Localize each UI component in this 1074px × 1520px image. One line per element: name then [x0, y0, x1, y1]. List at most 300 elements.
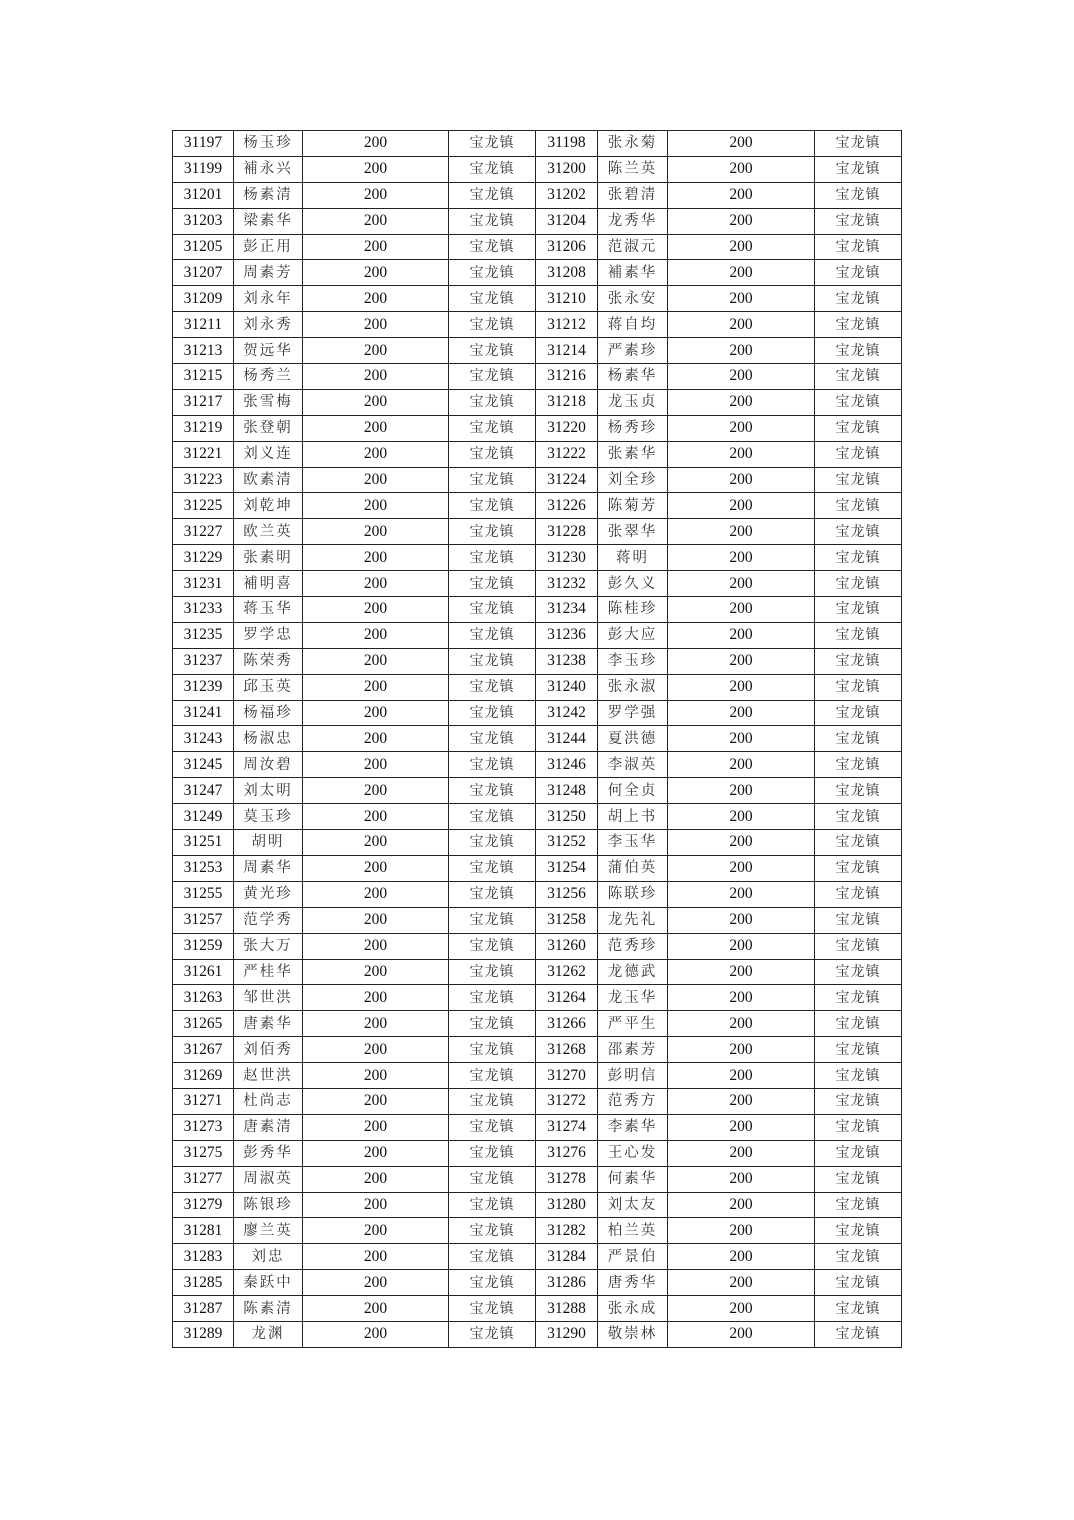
entry-town: 宝龙镇 [449, 415, 536, 441]
entry-name: 龙秀华 [598, 208, 668, 234]
entry-name: 刘义连 [234, 441, 303, 467]
entry-amount: 200 [303, 881, 449, 907]
entry-town: 宝龙镇 [815, 364, 902, 390]
entry-town: 宝龙镇 [815, 312, 902, 338]
entry-id: 31253 [173, 855, 234, 881]
entry-id: 31216 [536, 364, 598, 390]
entry-name: 张永安 [598, 286, 668, 312]
entry-name: 彭大应 [598, 622, 668, 648]
entry-amount: 200 [668, 312, 815, 338]
entry-amount: 200 [668, 364, 815, 390]
entry-amount: 200 [303, 1114, 449, 1140]
entry-amount: 200 [303, 830, 449, 856]
entry-name: 严素珍 [598, 338, 668, 364]
entry-name: 梁素华 [234, 208, 303, 234]
entry-name: 彭明信 [598, 1063, 668, 1089]
table-row [173, 933, 902, 959]
entry-amount: 200 [303, 752, 449, 778]
entry-id: 31276 [536, 1140, 598, 1166]
entry-name: 龙渊 [234, 1321, 303, 1347]
entry-name: 杨素清 [234, 182, 303, 208]
entry-id: 31275 [173, 1140, 234, 1166]
table-row [173, 1296, 902, 1322]
entry-amount: 200 [303, 389, 449, 415]
table-row [173, 389, 902, 415]
entry-id: 31266 [536, 1011, 598, 1037]
subsidy-list-table [172, 130, 902, 1348]
entry-town: 宝龙镇 [449, 131, 536, 157]
entry-town: 宝龙镇 [815, 804, 902, 830]
entry-amount: 200 [303, 700, 449, 726]
entry-id: 31200 [536, 156, 598, 182]
entry-amount: 200 [668, 855, 815, 881]
entry-town: 宝龙镇 [815, 441, 902, 467]
entry-name: 张永成 [598, 1296, 668, 1322]
entry-name: 柏兰英 [598, 1218, 668, 1244]
entry-id: 31217 [173, 389, 234, 415]
entry-name: 胡明 [234, 830, 303, 856]
entry-name: 何全贞 [598, 778, 668, 804]
entry-town: 宝龙镇 [449, 1244, 536, 1270]
entry-id: 31236 [536, 622, 598, 648]
entry-town: 宝龙镇 [815, 571, 902, 597]
table-row [173, 1270, 902, 1296]
entry-town: 宝龙镇 [449, 855, 536, 881]
entry-town: 宝龙镇 [815, 1244, 902, 1270]
entry-town: 宝龙镇 [449, 907, 536, 933]
entry-amount: 200 [668, 1218, 815, 1244]
table-row [173, 131, 902, 157]
entry-name: 刘太友 [598, 1192, 668, 1218]
entry-town: 宝龙镇 [449, 312, 536, 338]
entry-town: 宝龙镇 [815, 131, 902, 157]
entry-town: 宝龙镇 [449, 1011, 536, 1037]
entry-amount: 200 [668, 700, 815, 726]
entry-id: 31224 [536, 467, 598, 493]
entry-name: 欧兰英 [234, 519, 303, 545]
entry-town: 宝龙镇 [449, 804, 536, 830]
entry-amount: 200 [668, 726, 815, 752]
entry-id: 31241 [173, 700, 234, 726]
table-row [173, 493, 902, 519]
entry-id: 31254 [536, 855, 598, 881]
entry-amount: 200 [668, 881, 815, 907]
entry-name: 严桂华 [234, 959, 303, 985]
entry-name: 蒋自均 [598, 312, 668, 338]
entry-id: 31229 [173, 545, 234, 571]
entry-amount: 200 [668, 493, 815, 519]
entry-id: 31243 [173, 726, 234, 752]
entry-town: 宝龙镇 [815, 1296, 902, 1322]
entry-name: 陈银珍 [234, 1192, 303, 1218]
entry-amount: 200 [668, 778, 815, 804]
entry-name: 彭久义 [598, 571, 668, 597]
entry-town: 宝龙镇 [815, 752, 902, 778]
entry-id: 31259 [173, 933, 234, 959]
entry-town: 宝龙镇 [449, 700, 536, 726]
entry-name: 夏洪德 [598, 726, 668, 752]
entry-name: 张素华 [598, 441, 668, 467]
entry-town: 宝龙镇 [815, 985, 902, 1011]
entry-town: 宝龙镇 [815, 648, 902, 674]
entry-name: 邱玉英 [234, 674, 303, 700]
entry-id: 31290 [536, 1321, 598, 1347]
entry-id: 31202 [536, 182, 598, 208]
entry-town: 宝龙镇 [449, 234, 536, 260]
entry-amount: 200 [303, 648, 449, 674]
entry-amount: 200 [303, 1037, 449, 1063]
entry-name: 张雪梅 [234, 389, 303, 415]
entry-id: 31288 [536, 1296, 598, 1322]
entry-amount: 200 [668, 1296, 815, 1322]
entry-id: 31242 [536, 700, 598, 726]
entry-town: 宝龙镇 [815, 881, 902, 907]
entry-id: 31199 [173, 156, 234, 182]
entry-name: 龙先礼 [598, 907, 668, 933]
entry-id: 31198 [536, 131, 598, 157]
entry-amount: 200 [668, 571, 815, 597]
entry-town: 宝龙镇 [449, 467, 536, 493]
entry-name: 张翠华 [598, 519, 668, 545]
entry-id: 31208 [536, 260, 598, 286]
entry-id: 31211 [173, 312, 234, 338]
entry-id: 31213 [173, 338, 234, 364]
table-row [173, 1192, 902, 1218]
table-row [173, 674, 902, 700]
entry-town: 宝龙镇 [449, 571, 536, 597]
entry-name: 李素华 [598, 1114, 668, 1140]
entry-amount: 200 [668, 959, 815, 985]
entry-id: 31232 [536, 571, 598, 597]
entry-town: 宝龙镇 [449, 364, 536, 390]
entry-amount: 200 [303, 1244, 449, 1270]
entry-amount: 200 [303, 415, 449, 441]
entry-id: 31278 [536, 1166, 598, 1192]
entry-name: 補永兴 [234, 156, 303, 182]
entry-town: 宝龙镇 [815, 182, 902, 208]
entry-name: 蒋明 [598, 545, 668, 571]
entry-name: 范学秀 [234, 907, 303, 933]
entry-town: 宝龙镇 [815, 467, 902, 493]
table-row [173, 1088, 902, 1114]
entry-town: 宝龙镇 [449, 389, 536, 415]
entry-amount: 200 [303, 156, 449, 182]
entry-town: 宝龙镇 [815, 959, 902, 985]
entry-id: 31205 [173, 234, 234, 260]
table-row [173, 1011, 902, 1037]
entry-id: 31240 [536, 674, 598, 700]
entry-town: 宝龙镇 [815, 208, 902, 234]
table-row [173, 312, 902, 338]
table-row [173, 156, 902, 182]
table-row [173, 881, 902, 907]
entry-id: 31285 [173, 1270, 234, 1296]
entry-town: 宝龙镇 [815, 1192, 902, 1218]
entry-name: 龙玉华 [598, 985, 668, 1011]
entry-id: 31245 [173, 752, 234, 778]
entry-town: 宝龙镇 [815, 1011, 902, 1037]
table-row [173, 364, 902, 390]
entry-id: 31262 [536, 959, 598, 985]
table-row [173, 648, 902, 674]
entry-id: 31260 [536, 933, 598, 959]
entry-name: 杨素华 [598, 364, 668, 390]
entry-name: 周素华 [234, 855, 303, 881]
entry-name: 杨玉珍 [234, 131, 303, 157]
entry-town: 宝龙镇 [815, 1321, 902, 1347]
table-row [173, 804, 902, 830]
entry-name: 龙玉贞 [598, 389, 668, 415]
entry-amount: 200 [668, 1063, 815, 1089]
entry-amount: 200 [668, 1321, 815, 1347]
entry-amount: 200 [303, 208, 449, 234]
entry-name: 莫玉珍 [234, 804, 303, 830]
entry-town: 宝龙镇 [449, 260, 536, 286]
entry-id: 31269 [173, 1063, 234, 1089]
entry-id: 31210 [536, 286, 598, 312]
entry-amount: 200 [668, 804, 815, 830]
entry-id: 31261 [173, 959, 234, 985]
entry-name: 陈荣秀 [234, 648, 303, 674]
entry-amount: 200 [668, 260, 815, 286]
entry-name: 李玉华 [598, 830, 668, 856]
entry-town: 宝龙镇 [449, 674, 536, 700]
entry-name: 杨福珍 [234, 700, 303, 726]
table-row [173, 830, 902, 856]
entry-name: 范秀方 [598, 1088, 668, 1114]
entry-name: 张素明 [234, 545, 303, 571]
entry-town: 宝龙镇 [449, 1192, 536, 1218]
entry-name: 唐素清 [234, 1114, 303, 1140]
table-row [173, 519, 902, 545]
entry-town: 宝龙镇 [815, 545, 902, 571]
entry-town: 宝龙镇 [815, 1114, 902, 1140]
entry-id: 31284 [536, 1244, 598, 1270]
entry-id: 31221 [173, 441, 234, 467]
entry-amount: 200 [303, 1321, 449, 1347]
entry-town: 宝龙镇 [815, 415, 902, 441]
entry-amount: 200 [668, 674, 815, 700]
entry-amount: 200 [668, 338, 815, 364]
table-row [173, 441, 902, 467]
entry-name: 彭正用 [234, 234, 303, 260]
entry-town: 宝龙镇 [815, 855, 902, 881]
table-row [173, 752, 902, 778]
entry-id: 31201 [173, 182, 234, 208]
entry-amount: 200 [303, 674, 449, 700]
entry-name: 黄光珍 [234, 881, 303, 907]
entry-name: 陈联珍 [598, 881, 668, 907]
entry-name: 補明喜 [234, 571, 303, 597]
entry-id: 31225 [173, 493, 234, 519]
table-row [173, 260, 902, 286]
entry-name: 张永淑 [598, 674, 668, 700]
entry-amount: 200 [303, 312, 449, 338]
entry-id: 31209 [173, 286, 234, 312]
entry-town: 宝龙镇 [815, 597, 902, 623]
entry-town: 宝龙镇 [449, 1270, 536, 1296]
entry-name: 欧素清 [234, 467, 303, 493]
entry-name: 严景伯 [598, 1244, 668, 1270]
table-row [173, 597, 902, 623]
entry-amount: 200 [668, 1011, 815, 1037]
entry-id: 31244 [536, 726, 598, 752]
entry-town: 宝龙镇 [449, 726, 536, 752]
entry-amount: 200 [303, 1296, 449, 1322]
entry-id: 31239 [173, 674, 234, 700]
entry-id: 31214 [536, 338, 598, 364]
table-row [173, 622, 902, 648]
entry-id: 31256 [536, 881, 598, 907]
entry-amount: 200 [303, 286, 449, 312]
entry-amount: 200 [303, 1063, 449, 1089]
entry-id: 31268 [536, 1037, 598, 1063]
entry-amount: 200 [303, 597, 449, 623]
entry-amount: 200 [303, 778, 449, 804]
entry-amount: 200 [668, 415, 815, 441]
entry-name: 唐素华 [234, 1011, 303, 1037]
entry-name: 陈素清 [234, 1296, 303, 1322]
entry-town: 宝龙镇 [815, 286, 902, 312]
entry-id: 31286 [536, 1270, 598, 1296]
entry-amount: 200 [668, 286, 815, 312]
entry-id: 31289 [173, 1321, 234, 1347]
entry-name: 刘佰秀 [234, 1037, 303, 1063]
entry-amount: 200 [668, 1114, 815, 1140]
entry-amount: 200 [668, 389, 815, 415]
entry-amount: 200 [303, 959, 449, 985]
entry-town: 宝龙镇 [815, 1140, 902, 1166]
entry-town: 宝龙镇 [449, 519, 536, 545]
entry-amount: 200 [303, 804, 449, 830]
table-row [173, 855, 902, 881]
entry-town: 宝龙镇 [449, 493, 536, 519]
entry-amount: 200 [668, 131, 815, 157]
entry-town: 宝龙镇 [449, 1140, 536, 1166]
entry-town: 宝龙镇 [815, 1270, 902, 1296]
entry-amount: 200 [303, 726, 449, 752]
entry-id: 31251 [173, 830, 234, 856]
entry-amount: 200 [303, 131, 449, 157]
entry-amount: 200 [303, 1011, 449, 1037]
entry-amount: 200 [303, 1218, 449, 1244]
entry-town: 宝龙镇 [449, 881, 536, 907]
entry-town: 宝龙镇 [449, 597, 536, 623]
entry-town: 宝龙镇 [449, 182, 536, 208]
entry-amount: 200 [303, 338, 449, 364]
entry-name: 杨秀珍 [598, 415, 668, 441]
entry-name: 范淑元 [598, 234, 668, 260]
entry-town: 宝龙镇 [449, 1088, 536, 1114]
entry-id: 31270 [536, 1063, 598, 1089]
entry-amount: 200 [668, 156, 815, 182]
entry-name: 補素华 [598, 260, 668, 286]
entry-name: 贺远华 [234, 338, 303, 364]
entry-amount: 200 [668, 830, 815, 856]
entry-id: 31250 [536, 804, 598, 830]
entry-name: 王心发 [598, 1140, 668, 1166]
table-row [173, 545, 902, 571]
entry-id: 31226 [536, 493, 598, 519]
table-row [173, 726, 902, 752]
entry-id: 31230 [536, 545, 598, 571]
entry-town: 宝龙镇 [815, 700, 902, 726]
entry-name: 周素芳 [234, 260, 303, 286]
entry-amount: 200 [303, 545, 449, 571]
table-row [173, 208, 902, 234]
entry-name: 廖兰英 [234, 1218, 303, 1244]
entry-id: 31206 [536, 234, 598, 260]
entry-name: 周淑英 [234, 1166, 303, 1192]
entry-name: 罗学强 [598, 700, 668, 726]
entry-town: 宝龙镇 [449, 441, 536, 467]
entry-id: 31233 [173, 597, 234, 623]
table-row [173, 338, 902, 364]
table-row [173, 985, 902, 1011]
entry-town: 宝龙镇 [449, 622, 536, 648]
entry-town: 宝龙镇 [449, 1166, 536, 1192]
table-row [173, 286, 902, 312]
entry-amount: 200 [303, 234, 449, 260]
table-row [173, 1166, 902, 1192]
entry-id: 31272 [536, 1088, 598, 1114]
entry-town: 宝龙镇 [815, 830, 902, 856]
entry-id: 31203 [173, 208, 234, 234]
entry-amount: 200 [303, 260, 449, 286]
entry-amount: 200 [668, 985, 815, 1011]
entry-amount: 200 [668, 1192, 815, 1218]
entry-amount: 200 [668, 234, 815, 260]
entry-amount: 200 [303, 1166, 449, 1192]
entry-id: 31255 [173, 881, 234, 907]
entry-amount: 200 [668, 545, 815, 571]
entry-amount: 200 [668, 1166, 815, 1192]
entry-id: 31258 [536, 907, 598, 933]
entry-name: 罗学忠 [234, 622, 303, 648]
entry-amount: 200 [668, 1088, 815, 1114]
entry-id: 31265 [173, 1011, 234, 1037]
entry-id: 31222 [536, 441, 598, 467]
entry-name: 李玉珍 [598, 648, 668, 674]
entry-id: 31246 [536, 752, 598, 778]
entry-id: 31218 [536, 389, 598, 415]
entry-id: 31207 [173, 260, 234, 286]
entry-amount: 200 [668, 182, 815, 208]
entry-town: 宝龙镇 [815, 519, 902, 545]
entry-name: 陈菊芳 [598, 493, 668, 519]
table-row [173, 1037, 902, 1063]
entry-name: 邵素芳 [598, 1037, 668, 1063]
entry-name: 杨秀兰 [234, 364, 303, 390]
entry-id: 31228 [536, 519, 598, 545]
entry-amount: 200 [668, 622, 815, 648]
entry-name: 龙德武 [598, 959, 668, 985]
entry-town: 宝龙镇 [449, 156, 536, 182]
entry-name: 张碧清 [598, 182, 668, 208]
entry-id: 31249 [173, 804, 234, 830]
entry-id: 31263 [173, 985, 234, 1011]
entry-town: 宝龙镇 [815, 1063, 902, 1089]
table-row [173, 182, 902, 208]
entry-name: 严平生 [598, 1011, 668, 1037]
entry-name: 蒋玉华 [234, 597, 303, 623]
entry-town: 宝龙镇 [815, 933, 902, 959]
entry-amount: 200 [668, 907, 815, 933]
entry-town: 宝龙镇 [449, 1063, 536, 1089]
entry-amount: 200 [668, 441, 815, 467]
entry-amount: 200 [668, 1140, 815, 1166]
entry-name: 秦跃中 [234, 1270, 303, 1296]
